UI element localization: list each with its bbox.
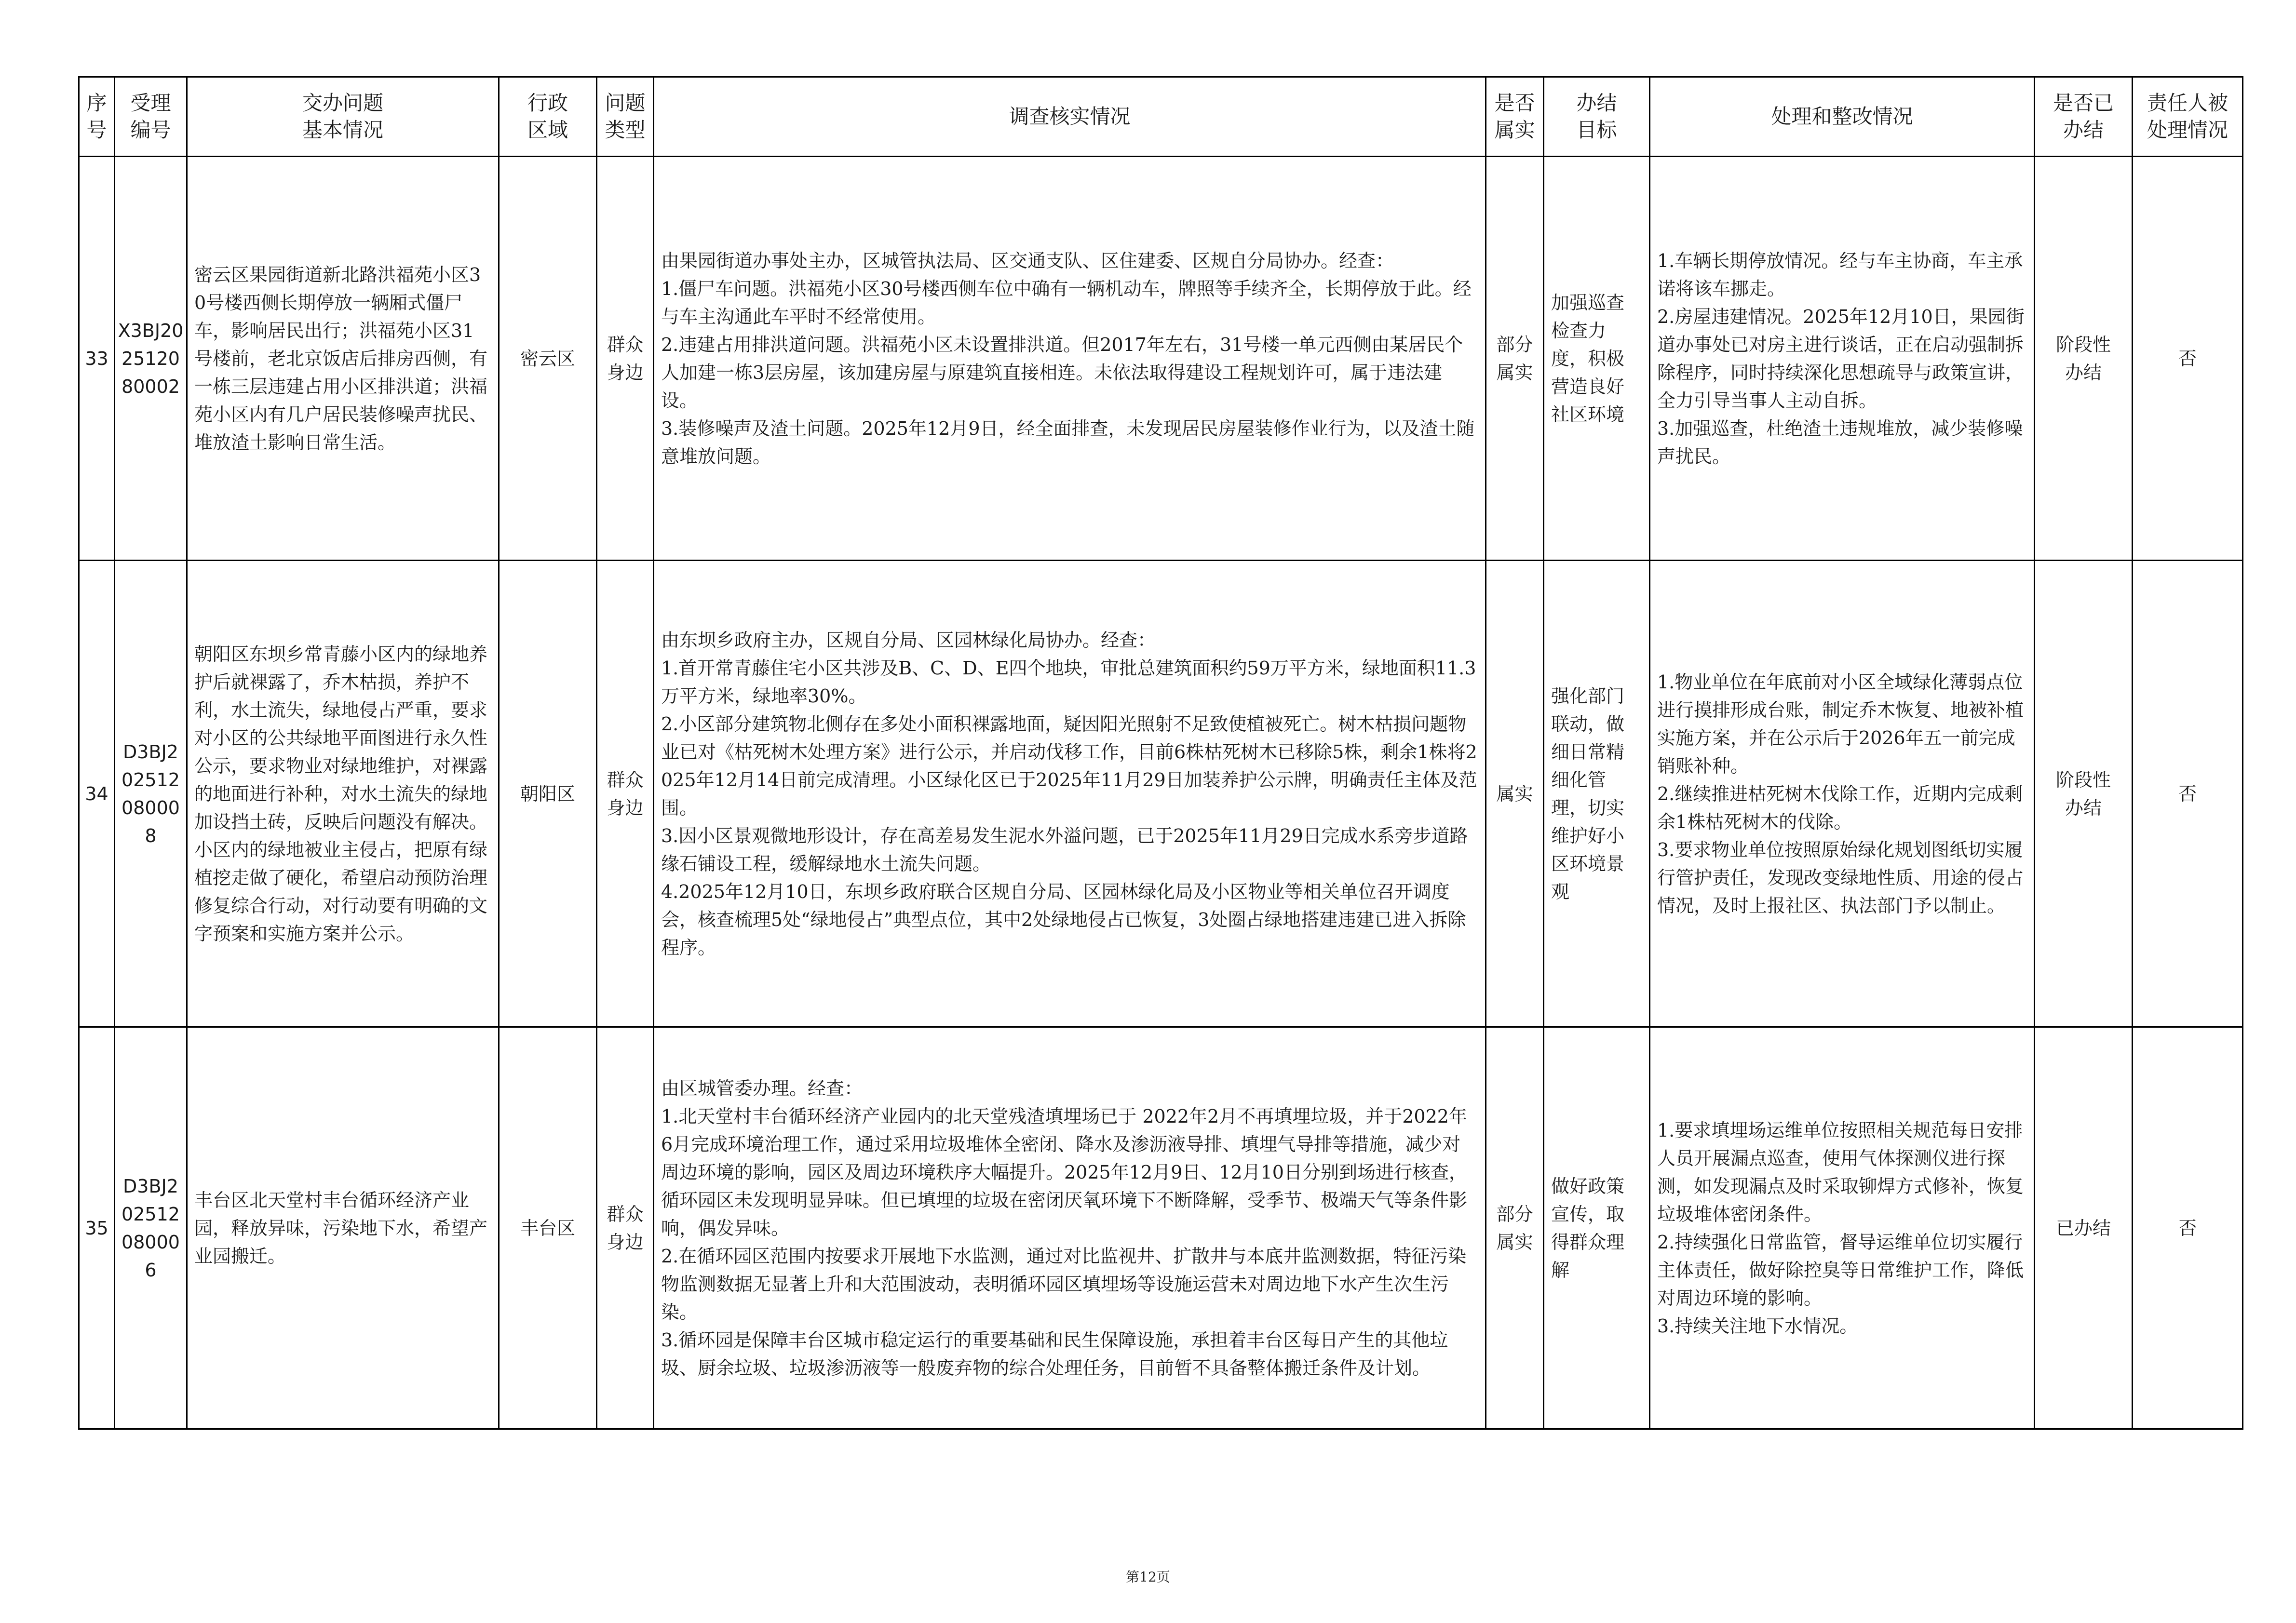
verified-text: 部分 属实 [1496, 334, 1533, 383]
header-goal: 办结 目标 [1544, 77, 1650, 157]
cell-investigation [654, 1027, 1486, 1429]
accountability-text: 否 [2178, 1217, 2197, 1239]
cell-problem [187, 157, 499, 561]
problem-text: 丰台区北天堂村丰台循环经济产业园，释放异味，污染地下水，希望产业园搬迁。 [194, 1189, 488, 1267]
cell-goal [1544, 1027, 1650, 1429]
cell-district [499, 1027, 597, 1429]
cell-handling [1650, 157, 2035, 561]
district-text: 丰台区 [520, 1217, 575, 1239]
handling-text: 1.物业单位在年底前对小区全域绿化薄弱点位进行摸排形成台账，制定乔木恢复、地被补植实施方案，并在公示后于2026年五一前完成销账补种。 2.继续推进枯死树木伐除工作，近期内完成剩余1株枯死树木的伐除。 3.要求物业单位按照原始绿化规划图纸切实履行管护责任，发现改变绿地性质、用途的侵占情况，及时上报社区、执法部门予以制止。 [1657, 671, 2024, 916]
header-handling: 处理和整改情况 [1650, 77, 2035, 157]
case-table [78, 76, 2243, 1430]
accountability-text: 否 [2178, 783, 2197, 805]
table-row [79, 157, 2243, 561]
header-problem: 交办问题 基本情况 [187, 77, 499, 157]
problem-text: 密云区果园街道新北路洪福苑小区30号楼西侧长期停放一辆厢式僵尸车，影响居民出行；洪福苑小区31号楼前，老北京饭店后排房西侧，有一栋三层违建占用小区排洪道；洪福苑小区内有几户居民装修噪声扰民、堆放渣土影响日常生活。 [194, 264, 488, 453]
code-text: X3BJ20 25120 80002 [118, 320, 184, 397]
cell-closed [2035, 561, 2133, 1027]
goal-text: 强化部门联动，做细日常精细化管理，切实维护好小区环境景观 [1551, 685, 1625, 902]
header-seq: 序 号 [79, 77, 115, 157]
header-investigation: 调查核实情况 [654, 77, 1486, 157]
code-text: D3BJ2 02512 08000 6 [122, 1175, 180, 1281]
cell-handling [1650, 561, 2035, 1027]
type-text: 群众 身边 [607, 334, 644, 383]
code-text: D3BJ2 02512 08000 8 [122, 741, 180, 846]
investigation-text: 由区城管委办理。经查： 1.北天堂村丰台循环经济产业园内的北天堂残渣填埋场已于 2022年2月不再填埋垃圾，并于2022年6月完成环境治理工作，通过采用垃圾堆体全密闭、降水及渗沥液导排、填埋气导排等措施，减少对周边环境的影响，园区及周边环境秩序大幅提升。2025年12月9日、12月10日分别到场进行核查，循环园区未发现明显异味。但已填埋的垃圾在密闭厌氧环境下不断降解，受季节、极端天气等条件影响，偶发异味。 2.在循环园区范围内按要求开展地下水监测，通过对比监视井、扩散井与本底井监测数据，特征污染物监测数据无显著上升和大范围波动，表明循环园区填埋场等设施运营未对周边地下水产生次生污染。 3.循环园是保障丰台区城市稳定运行的重要基础和民生保障设施，承担着丰台区每日产生的其他垃圾、厨余垃圾、垃圾渗沥液等一般废弃物的综合处理任务，目前暂不具备整体搬迁条件及计划。 [661, 1077, 1468, 1379]
goal-text: 加强巡查检查力度，积极营造良好社区环境 [1551, 292, 1625, 425]
header-type: 问题 类型 [597, 77, 654, 157]
cell-investigation [654, 157, 1486, 561]
investigation-text: 由东坝乡政府主办，区规自分局、区园林绿化局协办。经查： 1.首开常青藤住宅小区共涉及B、C、D、E四个地块，审批总建筑面积约59万平方米，绿地面积11.3万平方米，绿地率30%。 2.小区部分建筑物北侧存在多处小面积裸露地面，疑因阳光照射不足致使植被死亡。树木枯损问题物业已对《枯死树木处理方案》进行公示，并启动伐移工作，目前6株枯死树木已移除5株，剩余1株将2025年12月14日前完成清理。小区绿化区已于2025年11月29日加装养护公示牌，明确责任主体及范围。 3.因小区景观微地形设计，存在高差易发生泥水外溢问题，已于2025年11月29日完成水系旁步道路缘石铺设工程，缓解绿地水土流失问题。 4.2025年12月10日，东坝乡政府联合区规自分局、区园林绿化局及小区物业等相关单位召开调度会，核查梳理5处“绿地侵占”典型点位，其中2处绿地侵占已恢复，3处圈占绿地搭建违建已进入拆除程序。 [661, 629, 1477, 958]
accountability-text: 否 [2178, 348, 2197, 369]
cell-seq: 35 [79, 1027, 115, 1429]
district-text: 密云区 [520, 348, 575, 369]
cell-verified [1486, 157, 1544, 561]
table-row [79, 561, 2243, 1027]
handling-text: 1.车辆长期停放情况。经与车主协商，车主承诺将该车挪走。 2.房屋违建情况。2025年12月10日，果园街道办事处已对房主进行谈话，正在启动强制拆除程序，同时持续深化思想疏导与政策宣讲，全力引导当事人主动自拆。 3.加强巡查，杜绝渣土违规堆放，减少装修噪声扰民。 [1657, 250, 2025, 467]
verified-text: 部分 属实 [1496, 1203, 1533, 1253]
cell-closed [2035, 157, 2133, 561]
cell-investigation [654, 561, 1486, 1027]
cell-goal [1544, 561, 1650, 1027]
header-row [79, 77, 2243, 157]
page-number: 第12页 [1126, 1569, 1170, 1585]
header-district: 行政 区域 [499, 77, 597, 157]
district-text: 朝阳区 [520, 783, 575, 805]
type-text: 群众 身边 [607, 769, 644, 818]
goal-text: 做好政策宣传，取得群众理解 [1551, 1175, 1625, 1281]
cell-accountability [2133, 157, 2243, 561]
cell-goal [1544, 157, 1650, 561]
cell-code [115, 157, 187, 561]
investigation-text: 由果园街道办事处主办，区城管执法局、区交通支队、区住建委、区规自分局协办。经查： 1.僵尸车问题。洪福苑小区30号楼西侧车位中确有一辆机动车，牌照等手续齐全，长期停放于此。经与车主沟通此车平时不经常使用。 2.违建占用排洪道问题。洪福苑小区未设置排洪道。但2017年左右，31号楼一单元西侧由某居民个人加建一栋3层房屋，该加建房屋与原建筑直接相连。未依法取得建设工程规划许可，属于违法建设。 3.装修噪声及渣土问题。2025年12月9日，经全面排查，未发现居民房屋装修作业行为，以及渣土随意堆放问题。 [661, 250, 1475, 467]
closed-text: 阶段性 办结 [2055, 769, 2111, 818]
cell-verified [1486, 1027, 1544, 1429]
cell-problem [187, 1027, 499, 1429]
cell-district [499, 157, 597, 561]
header-verified: 是否 属实 [1486, 77, 1544, 157]
cell-type [597, 561, 654, 1027]
header-accountability: 责任人被 处理情况 [2133, 77, 2243, 157]
cell-district [499, 561, 597, 1027]
verified-text: 属实 [1496, 783, 1533, 805]
table-body [79, 157, 2243, 1429]
table-header [79, 77, 2243, 157]
cell-accountability [2133, 1027, 2243, 1429]
cell-closed [2035, 1027, 2133, 1429]
cell-type [597, 157, 654, 561]
cell-seq: 34 [79, 561, 115, 1027]
header-closed: 是否已 办结 [2035, 77, 2133, 157]
closed-text: 已办结 [2055, 1217, 2111, 1239]
cell-type [597, 1027, 654, 1429]
header-code: 受理 编号 [115, 77, 187, 157]
closed-text: 阶段性 办结 [2055, 334, 2111, 383]
cell-code [115, 561, 187, 1027]
problem-text: 朝阳区东坝乡常青藤小区内的绿地养护后就裸露了，乔木枯损，养护不利，水土流失，绿地侵占严重，要求对小区的公共绿地平面图进行永久性公示，要求物业对绿地维护，对裸露的地面进行补种，对水土流失的绿地加设挡土砖，反映后问题没有解决。小区内的绿地被业主侵占，把原有绿植挖走做了硬化，希望启动预防治理修复综合行动，对行动要有明确的文字预案和实施方案并公示。 [194, 643, 488, 944]
type-text: 群众 身边 [607, 1203, 644, 1253]
table-row [79, 1027, 2243, 1429]
cell-handling [1650, 1027, 2035, 1429]
cell-problem [187, 561, 499, 1027]
cell-verified [1486, 561, 1544, 1027]
cell-accountability [2133, 561, 2243, 1027]
handling-text: 1.要求填埋场运维单位按照相关规范每日安排人员开展漏点巡查，使用气体探测仪进行探测，如发现漏点及时采取铆焊方式修补，恢复垃圾堆体密闭条件。 2.持续强化日常监管，督导运维单位切实履行主体责任，做好除控臭等日常维护工作，降低对周边环境的影响。 3.持续关注地下水情况。 [1657, 1119, 2024, 1337]
cell-code [115, 1027, 187, 1429]
cell-seq: 33 [79, 157, 115, 561]
